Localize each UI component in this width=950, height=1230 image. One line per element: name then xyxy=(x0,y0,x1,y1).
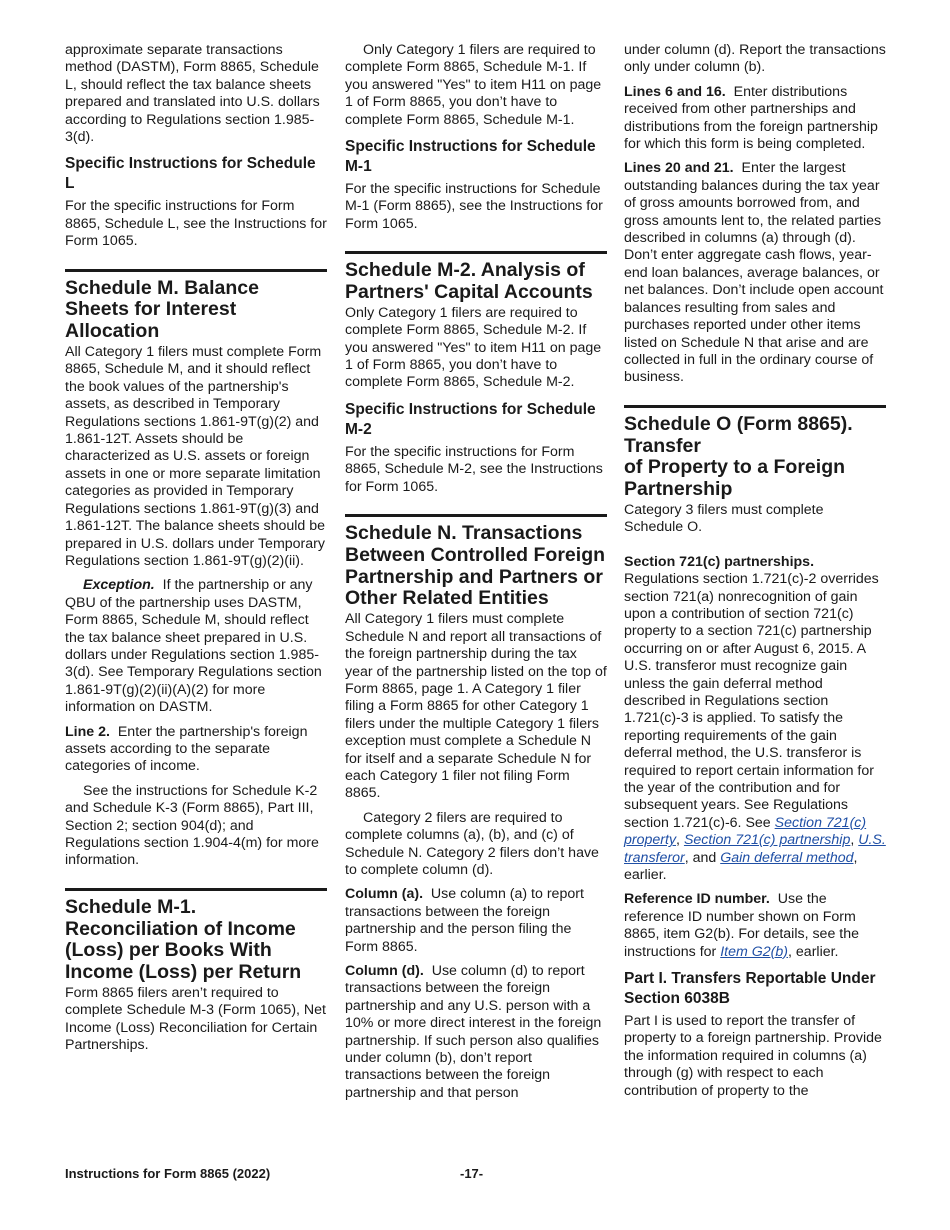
section-721c-paragraph xyxy=(624,554,886,885)
paragraph-end: , earlier. xyxy=(788,943,839,960)
section-721c-text: Regulations section 1.721(c)-2 overrides section 721(a) nonrecognition of gain upon a contribution of section 721(c) property to a section 721(c) partnership occurring on or after August 6, 2015. A U.S. transferor must recognize gain unless the gain deferral method described in Regulations section 1.721(c)-3 is applied. To satisfy the reporting requirements of the gain deferral method, the U.S. transferor is required to report certain information for the year of the contribution and for subsequent years. See Regulations section 1.721(c)-6. See xyxy=(624,571,879,831)
footer-form-title: Instructions for Form 8865 (2022) xyxy=(65,1166,271,1181)
section-title-schedule-m: Schedule M. Balance Sheets for Interest Allocation xyxy=(65,269,327,343)
lines-20-21-label: Lines 20 and 21. xyxy=(624,160,734,177)
column-a-paragraph xyxy=(345,886,607,956)
column-a-text: Use column (a) to report transactions between the foreign partnership and the person filing the Form 8865. xyxy=(345,886,584,955)
column-d-text: Use column (d) to report transactions between the foreign partnership and any U.S. person with a 10% or more direct interest in the foreign partnership. If such person also qualifies under column (b), don’t report transactions between the foreign partnership and that person xyxy=(345,963,602,1101)
link-item-g2b[interactable]: Item G2(b) xyxy=(720,943,789,960)
paragraph: under column (d). Report the transactions only under column (b). xyxy=(624,42,886,76)
column-3 xyxy=(624,42,886,1107)
paragraph-end: , earlier. xyxy=(624,849,858,884)
line2-label: Line 2. xyxy=(65,723,110,740)
paragraph: See the instructions for Schedule K-2 and Schedule K-3 (Form 8865), Part III, Section 2; section 904(d); and Regulations section 1.904-4(m) for more information. xyxy=(65,782,319,869)
separator: , xyxy=(850,832,859,849)
subheading-schedule-m2: Specific Instructions for Schedule M-2 xyxy=(345,400,596,438)
paragraph: Category 2 filers are required to complete columns (a), (b), and (c) of Schedule N. Category 2 filers don’t have to complete column (d). xyxy=(345,809,599,878)
paragraph: All Category 1 filers must complete Form 8865, Schedule M, and it should reflect the book values of the partnership's assets, as described in Temporary Regulations sections 1.861-9T(g)(2) and 1.861-12T. Assets should be characterized as U.S. assets or foreign assets in one or more separate limitation categories as provided in Temporary Regulations sections 1.861-9T(g)(3) and 1.861-12T. The balance sheets should be prepared in U.S. dollars under Temporary Regulations section 1.861-9T(g)(2)(ii). xyxy=(65,344,326,569)
column-d-label: Column (d). xyxy=(345,963,424,979)
section-title-schedule-o-line2: of Property to a Foreign Partnership xyxy=(624,456,846,501)
column-1 xyxy=(65,42,327,1062)
lines-6-16-label: Lines 6 and 16. xyxy=(624,83,726,100)
section-title-schedule-n: Schedule N. Transactions Between Controlled Foreign Partnership and Partners or Other Related Entities xyxy=(345,514,607,610)
link-us-transferor[interactable]: U.S. transferor xyxy=(624,832,886,866)
section-title-schedule-m2: Schedule M-2. Analysis of Partners' Capital Accounts xyxy=(345,251,607,304)
section-title-schedule-o xyxy=(624,405,886,501)
separator: , xyxy=(676,832,684,849)
paragraph: Only Category 1 filers are required to complete Form 8865, Schedule M-2. If you answered "Yes" to item H11 on page 1 of Form 8865, you don’t have to complete Form 8865, Schedule M-2. xyxy=(345,304,602,391)
column-2 xyxy=(345,42,607,1109)
exception-label: Exception. xyxy=(83,577,155,594)
page-number: -17- xyxy=(460,1166,484,1181)
paragraph: Category 3 filers must complete Schedule O. xyxy=(624,501,824,536)
reference-id-label: Reference ID number. xyxy=(624,891,770,908)
lines-6-16-text: Enter distributions received from other partnerships and distributions from the foreign partnership for which this form is being completed. xyxy=(624,83,878,153)
paragraph: All Category 1 filers must complete Schedule N and report all transactions of the foreign partnership during the tax year of the partnership listed on the top of Form 8865, page 1. A Category 1 filer filing a Form 8865 for other Category 1 filers under the multiple Category 1 filers exception must complete a Schedule N for itself and a separate Schedule N for each Category 1 filer not filing Form 8865. xyxy=(345,611,607,802)
paragraph: approximate separate transactions method (DASTM), Form 8865, Schedule L, should reflect the tax balance sheets prepared and translated into U.S. dollars according to Regulations section 1.985-3(d). xyxy=(65,42,320,146)
paragraph: Form 8865 filers aren’t required to complete Schedule M-3 (Form 1065), Net Income (Loss) Reconciliation for Certain Partnerships. xyxy=(65,985,327,1054)
lines-20-21-paragraph xyxy=(624,160,886,386)
exception-text: If the partnership or any QBU of the partnership uses DASTM, Form 8865, Schedule M, should reflect the tax balance sheet prepared in U.S. dollars under Regulations section 1.985-3(d). See Temporary Regulations section 1.861-9T(g)(2)(ii)(A)(2) for more information on DASTM. xyxy=(65,577,322,716)
separator: , and xyxy=(684,849,721,866)
line2-paragraph xyxy=(65,724,327,776)
paragraph: Only Category 1 filers are required to complete Form 8865, Schedule M-1. If you answered "Yes" to item H11 on page 1 of Form 8865, you don’t have to complete Form 8865, Schedule M-1. xyxy=(345,42,602,128)
link-gain-deferral-method[interactable]: Gain deferral method xyxy=(720,849,854,866)
section-721c-label: Section 721(c) partnerships. xyxy=(624,553,815,570)
paragraph: For the specific instructions for Form 8865, Schedule L, see the Instructions for Form 1065. xyxy=(65,198,327,250)
section-title-schedule-m1: Schedule M-1. Reconciliation of Income (Loss) per Books With Income (Loss) per Return xyxy=(65,888,327,984)
line2-text: Enter the partnership's foreign assets according to the separate categories of income. xyxy=(65,723,308,775)
subheading-schedule-l: Specific Instructions for Schedule L xyxy=(65,155,316,193)
reference-id-text: Use the reference ID number shown on Form 8865, item G2(b). For details, see the instructions for xyxy=(624,891,859,960)
lines-6-16-paragraph xyxy=(624,84,886,154)
paragraph: Part I is used to report the transfer of property to a foreign partnership. Provide the information required in columns (a) through (g) with respect to each contribution of property to the xyxy=(624,1013,882,1099)
subheading-part-1: Part I. Transfers Reportable Under Section 6038B xyxy=(624,970,876,1008)
subheading-schedule-m1: Specific Instructions for Schedule M-1 xyxy=(345,138,596,176)
column-a-label: Column (a). xyxy=(345,886,424,903)
paragraph: For the specific instructions for Schedule M-1 (Form 8865), see the Instructions for Form 1065. xyxy=(345,181,603,232)
link-section-721c-property[interactable]: Section 721(c) property xyxy=(624,814,867,849)
column-d-paragraph xyxy=(345,963,607,1102)
paragraph: For the specific instructions for Form 8865, Schedule M-2, see the Instructions for Form 1065. xyxy=(345,443,603,495)
reference-id-paragraph xyxy=(624,891,886,961)
exception-paragraph xyxy=(65,577,327,716)
lines-20-21-text: Enter the largest outstanding balances during the tax year of gross amounts borrowed from, and gross amounts lent to, the related parties described in columns (a) through (d). Don’t enter aggregate cash flows, year-end loan balances, average balances, or net balances. Don’t include open account balances resulting from sales and purchases reported under other items listed on Schedule N that arise and are collected in full in the ordinary course of business. xyxy=(624,160,884,386)
link-section-721c-partnership[interactable]: Section 721(c) partnership xyxy=(683,832,851,849)
section-title-schedule-o-line1: Schedule O (Form 8865). Transfer xyxy=(624,412,853,457)
